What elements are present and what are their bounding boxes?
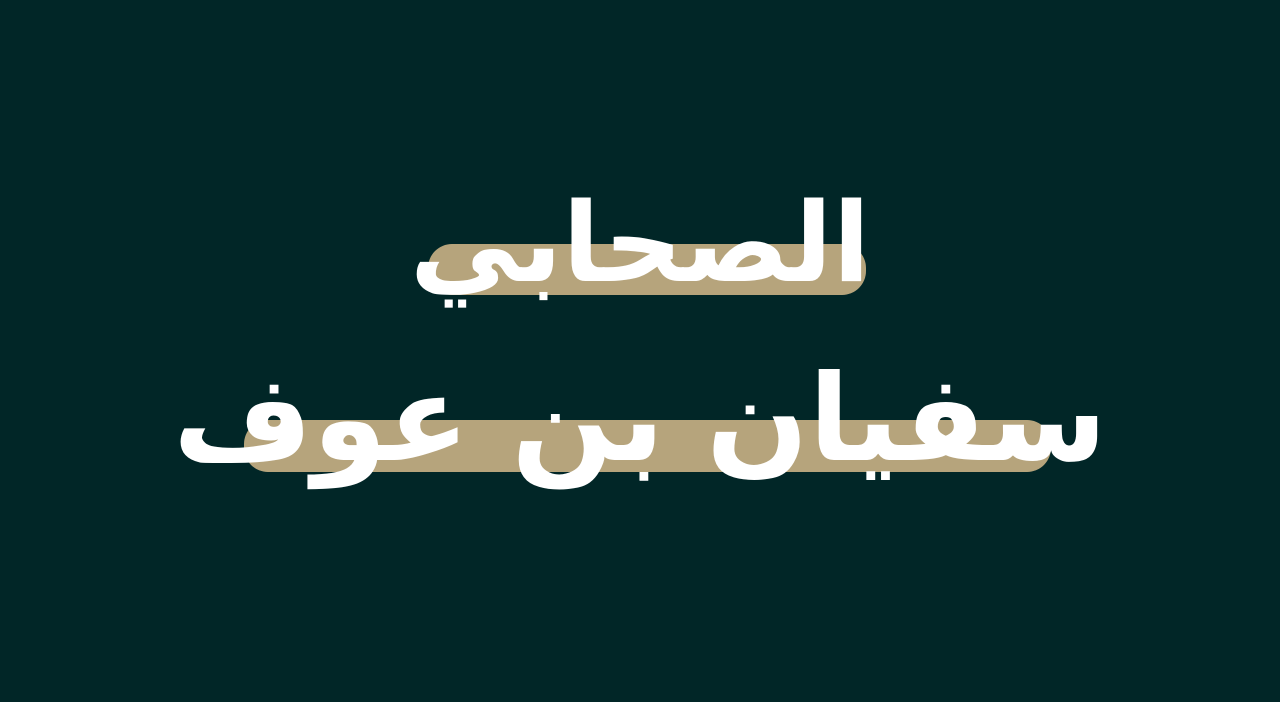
title-name-text: سفيان بن عوف: [172, 350, 1108, 489]
title-line-2: [0, 350, 1280, 489]
title-companion-text: الصحابي: [409, 179, 871, 307]
title-line-1: [0, 179, 1280, 307]
